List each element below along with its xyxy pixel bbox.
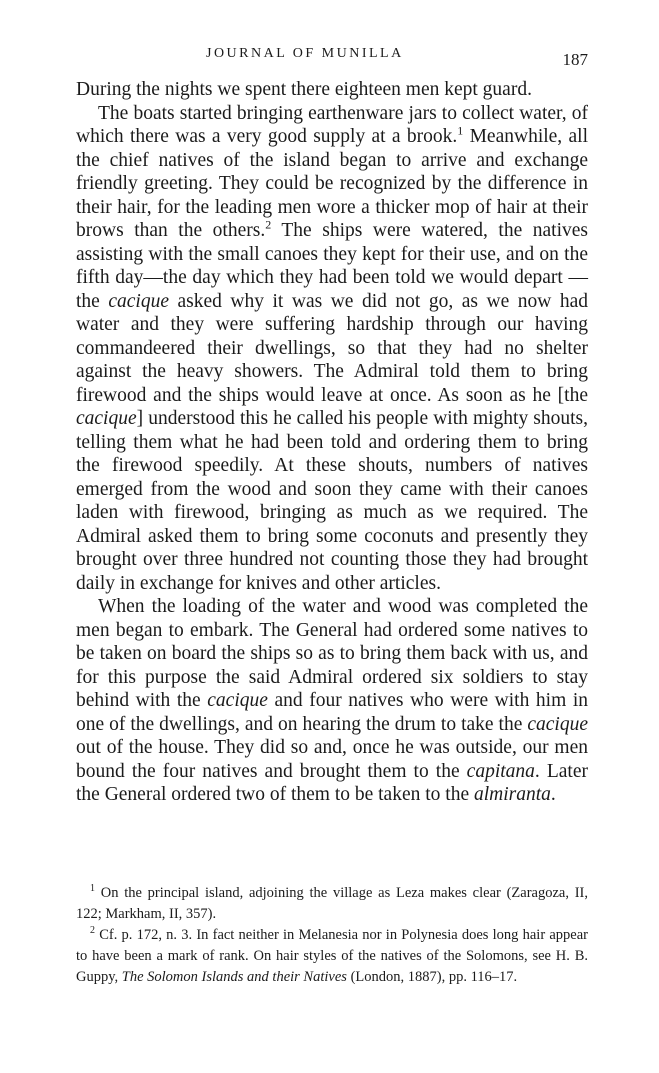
- footnote-text: On the principal island, adjoining the village as Leza makes clear (Zaragoza, II, 122; Markham, II, 357).: [76, 885, 588, 922]
- paragraph-text: and four natives who were with him in one of the dwellings, and on hearing the drum to take the: [76, 690, 588, 735]
- footnote-reference-2[interactable]: 2: [265, 217, 272, 232]
- page-header: [76, 42, 588, 72]
- italic-term: cacique: [108, 290, 169, 312]
- italic-term: cacique: [207, 690, 268, 711]
- paragraph-3: [76, 595, 588, 807]
- paragraph-text: out of the house. They did so and, once he was outside, our men bound the four natives and brought them to the: [76, 737, 588, 782]
- italic-term: capitana: [466, 760, 535, 782]
- footnote-marker: 1: [90, 883, 95, 895]
- paragraph-text: .: [550, 784, 556, 805]
- footnotes: [76, 883, 588, 988]
- body-text: [76, 78, 588, 807]
- footnote-marker: 2: [90, 925, 95, 937]
- paragraph-text: ] understood this he called his people with mighty shouts, telling them what he had been told and ordering them to bring the firewood speedily. At these shouts, numbers of natives emerged from the wood and soon they came with their canoes laden with firewood, bringing as much as we required. The Admiral asked them to bring some coconuts and presently they brought over three hundred not counting those they had brought daily in exchange for knives and other articles.: [76, 408, 588, 594]
- page-number: 187: [562, 50, 588, 69]
- paragraph-text: . Later the General ordered two of them to be taken to the: [76, 760, 588, 805]
- paragraph-text: During the nights we spent there eighteen men kept guard.: [76, 79, 532, 100]
- running-head: JOURNAL OF MUNILLA: [206, 46, 404, 61]
- footnote-text: Cf. p. 172, n. 3. In fact neither in Melanesia nor in Polynesia does long hair appear to have been a mark of rank. On hair styles of the natives of the Solomons, see H. B. Guppy,: [76, 927, 588, 985]
- italic-term: cacique: [527, 713, 588, 735]
- book-title: The Solomon Islands and their Natives: [121, 969, 347, 985]
- footnote-2: [76, 925, 588, 988]
- paragraph-text: The ships were watered, the natives assisting with the small canoes they kept for their use, and on the fifth day—the day which they had been told we would depart —the: [76, 220, 588, 312]
- footnote-1: [76, 883, 588, 925]
- paragraph-text: The boats started bringing earthenware jars to collect water, of which there was a very good supply at a brook.: [76, 102, 588, 147]
- paragraph-2: [76, 102, 588, 596]
- paragraph-text: When the loading of the water and wood was completed the men began to embark. The General had ordered some natives to be taken on board the ships so as to bring them back with us, and for this purpose the said Admiral ordered six soldiers to stay behind with the: [76, 596, 588, 711]
- paragraph-text: asked why it was we did not go, as we now had water and they were suffering hardship through our having commandeered their dwellings, so that they had no shelter against the heavy showers. The Admiral told them to bring firewood and the ships would leave at once. As soon as he [the: [76, 290, 588, 406]
- footnote-reference-1[interactable]: 1: [457, 123, 464, 138]
- paragraph-text: Meanwhile, all the chief natives of the island began to arrive and exchange friendly greeting. They could be recognized by the difference in their hair, for the leading men wore a thicker mop of hair at their brows than the others.: [76, 126, 588, 241]
- footnote-text: (London, 1887), pp. 116–17.: [346, 969, 518, 985]
- italic-term: cacique: [76, 408, 137, 429]
- italic-term: almiranta: [473, 784, 551, 805]
- paragraph-1: [76, 78, 588, 102]
